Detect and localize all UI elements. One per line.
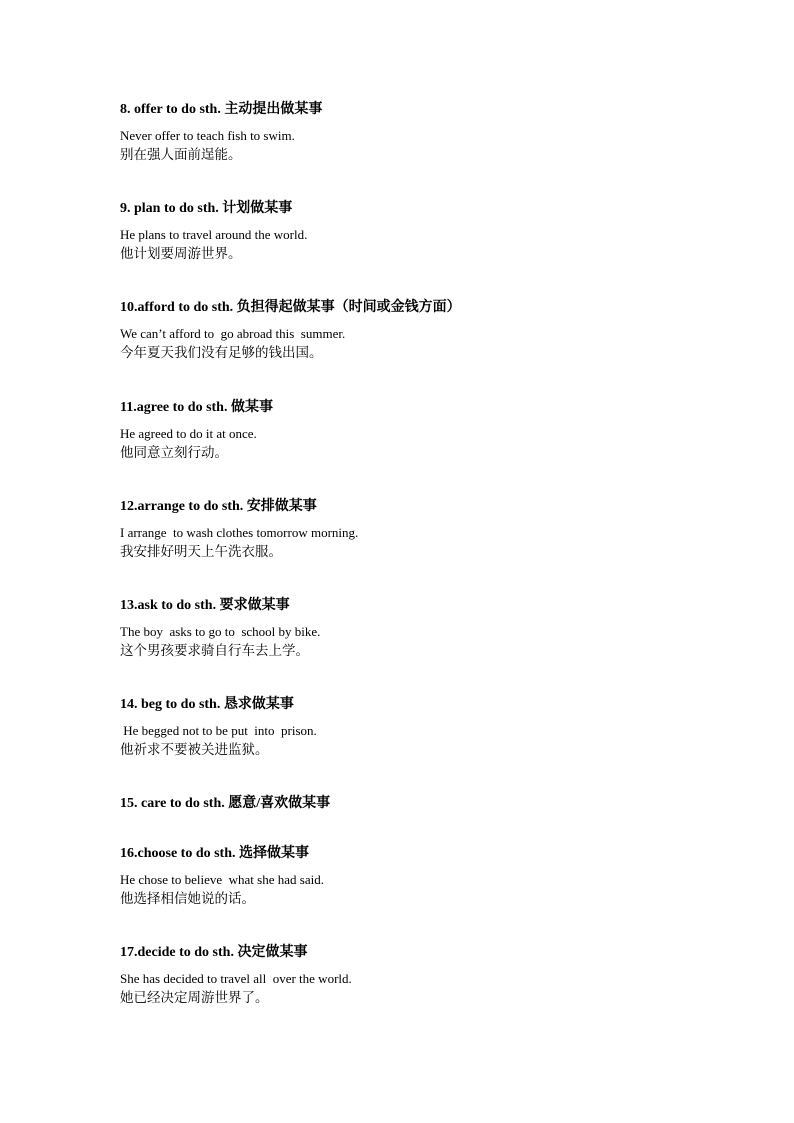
phrase-entry-14 [120,695,740,794]
example-sentence: The boy asks to go to school by bike. [120,623,321,639]
phrase-entry-17 [120,943,740,1042]
example-sentence: Never offer to teach fish to swim. [120,128,295,143]
example-sentence: We can’t afford to go abroad this summer. [120,326,346,342]
example-sentence: I arrange to wash clothes tomorrow morning. [120,524,359,540]
example-sentence: He plans to travel around the world. [120,227,308,243]
phrase-heading: 17.decide to do sth. 决定做某事 [120,945,308,961]
chinese-translation: 他同意立刻行动。 [120,444,228,461]
phrase-entry-8 [120,100,740,199]
phrase-entry-11 [120,398,740,497]
chinese-translation: 今年夏天我们没有足够的钱出国。 [120,345,323,362]
example-sentence: She has decided to travel all over the world. [120,971,352,987]
chinese-translation: 别在强人面前逞能。 [120,147,242,163]
chinese-translation: 他计划要周游世界。 [120,246,242,263]
chinese-translation: 我安排好明天上午洗衣服。 [120,543,282,560]
document-page [120,100,740,1042]
phrase-heading: 12.arrange to do sth. 安排做某事 [120,498,317,514]
example-sentence: He agreed to do it at once. [120,425,257,441]
phrase-heading: 15. care to do sth. 愿意/喜欢做某事 [120,796,331,812]
phrase-heading: 11.agree to do sth. 做某事 [120,399,273,415]
chinese-translation: 他选择相信她说的话。 [120,890,255,907]
phrase-entry-10 [120,298,740,397]
example-sentence: He begged not to be put into prison. [120,723,317,739]
phrase-heading: 14. beg to do sth. 恳求做某事 [120,697,294,713]
phrase-heading: 9. plan to do sth. 计划做某事 [120,201,293,217]
phrase-entry-12 [120,497,740,596]
phrase-heading: 8. offer to do sth. 主动提出做某事 [120,102,323,117]
phrase-heading: 10.afford to do sth. 负担得起做某事（时间或金钱方面） [120,300,461,316]
phrase-entry-16 [120,844,740,943]
phrase-heading: 16.choose to do sth. 选择做某事 [120,845,310,861]
chinese-translation: 这个男孩要求骑自行车去上学。 [120,642,309,659]
chinese-translation: 她已经决定周游世界了。 [120,990,269,1007]
phrase-entry-13 [120,596,740,695]
chinese-translation: 他祈求不要被关进监狱。 [120,742,269,759]
example-sentence: He chose to believe what she had said. [120,871,324,887]
phrase-entry-9 [120,199,740,298]
phrase-entry-15 [120,794,740,844]
phrase-heading: 13.ask to do sth. 要求做某事 [120,597,290,613]
